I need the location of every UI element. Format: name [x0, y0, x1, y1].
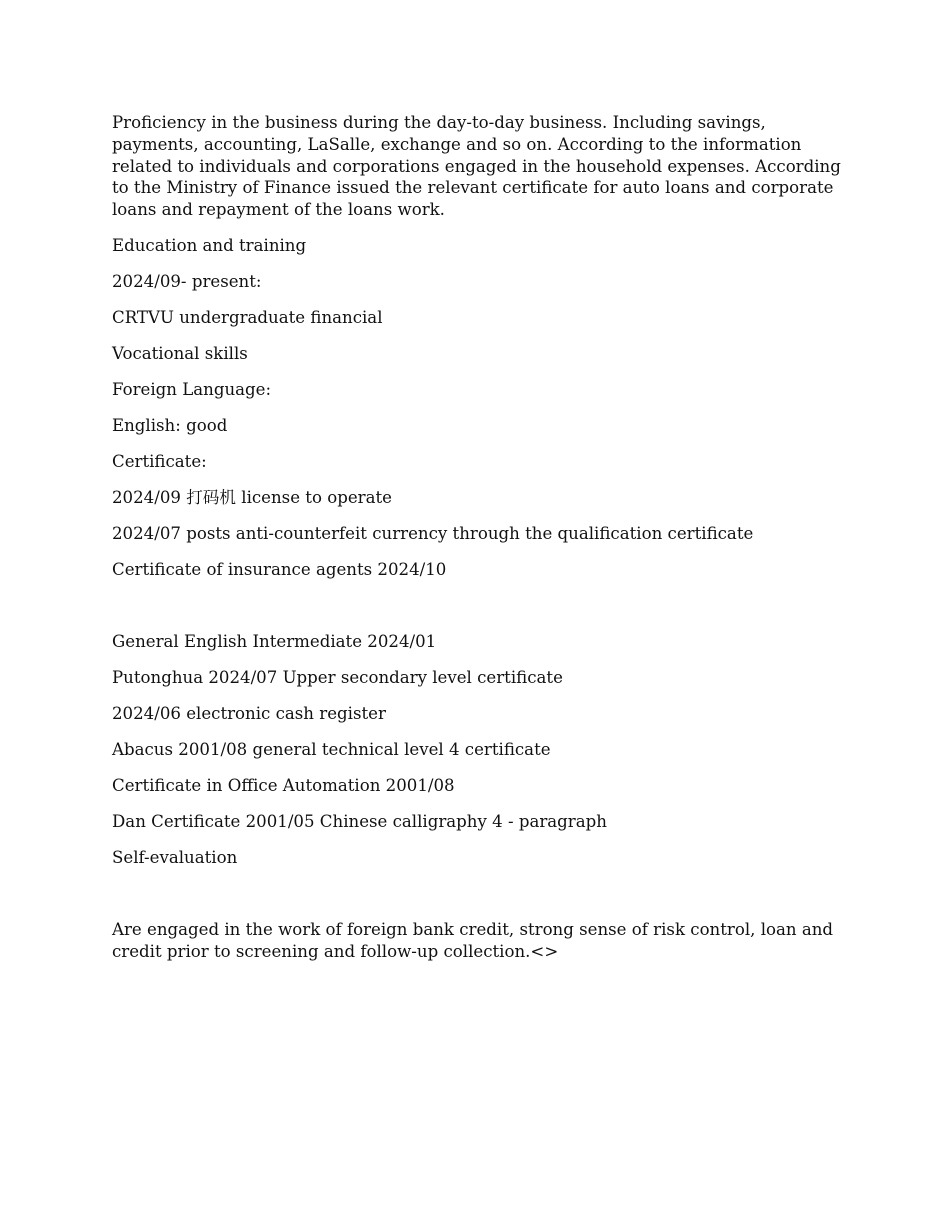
certificate-item: Abacus 2001/08 general technical level 4 certificate: [112, 739, 551, 759]
intro-paragraph: Proficiency in the business during the day-to-day business. Including savings, payments, accounting, LaSalle, exchange and so on. According to the information related to individuals and corporations engaged in the household expenses. According to the Ministry of Finance issued the relevant certificate for auto loans and corporate loans and repayment of the loans work.: [112, 113, 841, 220]
skills-heading: Vocational skills: [112, 343, 248, 363]
certificate-item: 2024/06 electronic cash register: [112, 703, 386, 723]
certificate-item: 2024/07 posts anti-counterfeit currency through the qualification certificate: [112, 523, 754, 543]
english-level: English: good: [112, 415, 228, 435]
education-period: 2024/09- present:: [112, 271, 262, 291]
self-evaluation-text: Are engaged in the work of foreign bank credit, strong sense of risk control, loan and credit prior to screening and follow-up collection.<>: [112, 919, 834, 961]
foreign-language-label: Foreign Language:: [112, 379, 272, 399]
document-page: [112, 112, 842, 977]
blank-line: [112, 595, 842, 617]
certificate-item: 2024/09 打码机 license to operate: [112, 487, 392, 507]
education-detail: CRTVU undergraduate financial: [112, 307, 383, 327]
self-evaluation-heading: Self-evaluation: [112, 847, 238, 867]
certificate-item: Certificate in Office Automation 2001/08: [112, 775, 455, 795]
certificate-item: General English Intermediate 2024/01: [112, 631, 437, 651]
blank-line: [112, 883, 842, 905]
education-heading: Education and training: [112, 235, 307, 255]
certificate-item: Certificate of insurance agents 2024/10: [112, 559, 447, 579]
certificate-item: Putonghua 2024/07 Upper secondary level certificate: [112, 667, 563, 687]
certificate-item: Dan Certificate 2001/05 Chinese calligraphy 4 - paragraph: [112, 811, 607, 831]
certificate-label: Certificate:: [112, 451, 207, 471]
